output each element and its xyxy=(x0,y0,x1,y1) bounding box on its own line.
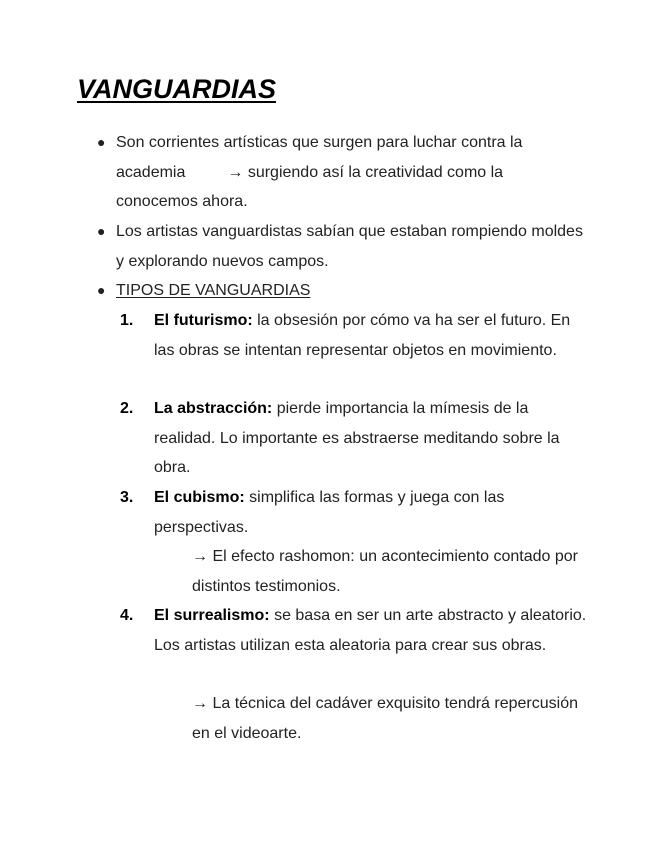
type-item-abstraccion xyxy=(154,394,589,483)
list-number: 1. xyxy=(120,312,134,329)
type-item-futurismo xyxy=(154,306,589,365)
bullet-item-1-line-3: conocemos ahora. xyxy=(116,193,248,210)
bullet-item-1-line-2 xyxy=(116,158,586,188)
type-note-rashomon: → El efecto rashomon: un acontecimiento contado por distintos testimonios. xyxy=(192,548,578,595)
type-item-surrealismo xyxy=(154,601,589,660)
bullet-item-1-arrow-text: → surgiendo así la creatividad como la xyxy=(227,163,504,181)
bullet-item-1-academia: academia xyxy=(116,163,186,181)
type-term: El futurismo: xyxy=(154,312,253,329)
type-term: El surrealismo: xyxy=(154,607,270,624)
document-title: VANGUARDIAS xyxy=(77,74,277,104)
list-number: 4. xyxy=(120,607,134,624)
list-number: 3. xyxy=(120,489,134,506)
type-item-cubismo xyxy=(154,483,589,542)
bullet-item-2: Los artistas vanguardistas sabían que estaban rompiendo moldes y explorando nuevos campos. xyxy=(116,223,583,270)
list-number: 2. xyxy=(120,400,134,417)
bullet-marker: ● xyxy=(97,223,106,239)
type-description: pierde importancia la mímesis de la realidad. Lo importante es abstraerse meditando sobre la obra. xyxy=(154,400,560,476)
bullet-item-1-line-1: Son corrientes artísticas que surgen para luchar contra la xyxy=(116,134,523,151)
type-term: La abstracción: xyxy=(154,400,273,417)
bullet-item-1 xyxy=(116,128,586,217)
bullet-marker: ● xyxy=(97,134,106,150)
type-description: simplifica las formas y juega con las perspectivas. xyxy=(154,489,505,536)
type-term: El cubismo: xyxy=(154,489,245,506)
type-note-cadaver-exquisito: → La técnica del cadáver exquisito tendrá repercusión en el videoarte. xyxy=(192,695,578,742)
section-heading-tipos: TIPOS DE VANGUARDIAS xyxy=(116,282,311,299)
bullet-marker: ● xyxy=(97,282,106,298)
type-description: la obsesión por cómo va ha ser el futuro. En las obras se intentan representar objetos en movimiento. xyxy=(154,312,571,359)
type-description: se basa en ser un arte abstracto y aleatorio. Los artistas utilizan esta aleatoria para crear sus obras. xyxy=(154,607,587,654)
